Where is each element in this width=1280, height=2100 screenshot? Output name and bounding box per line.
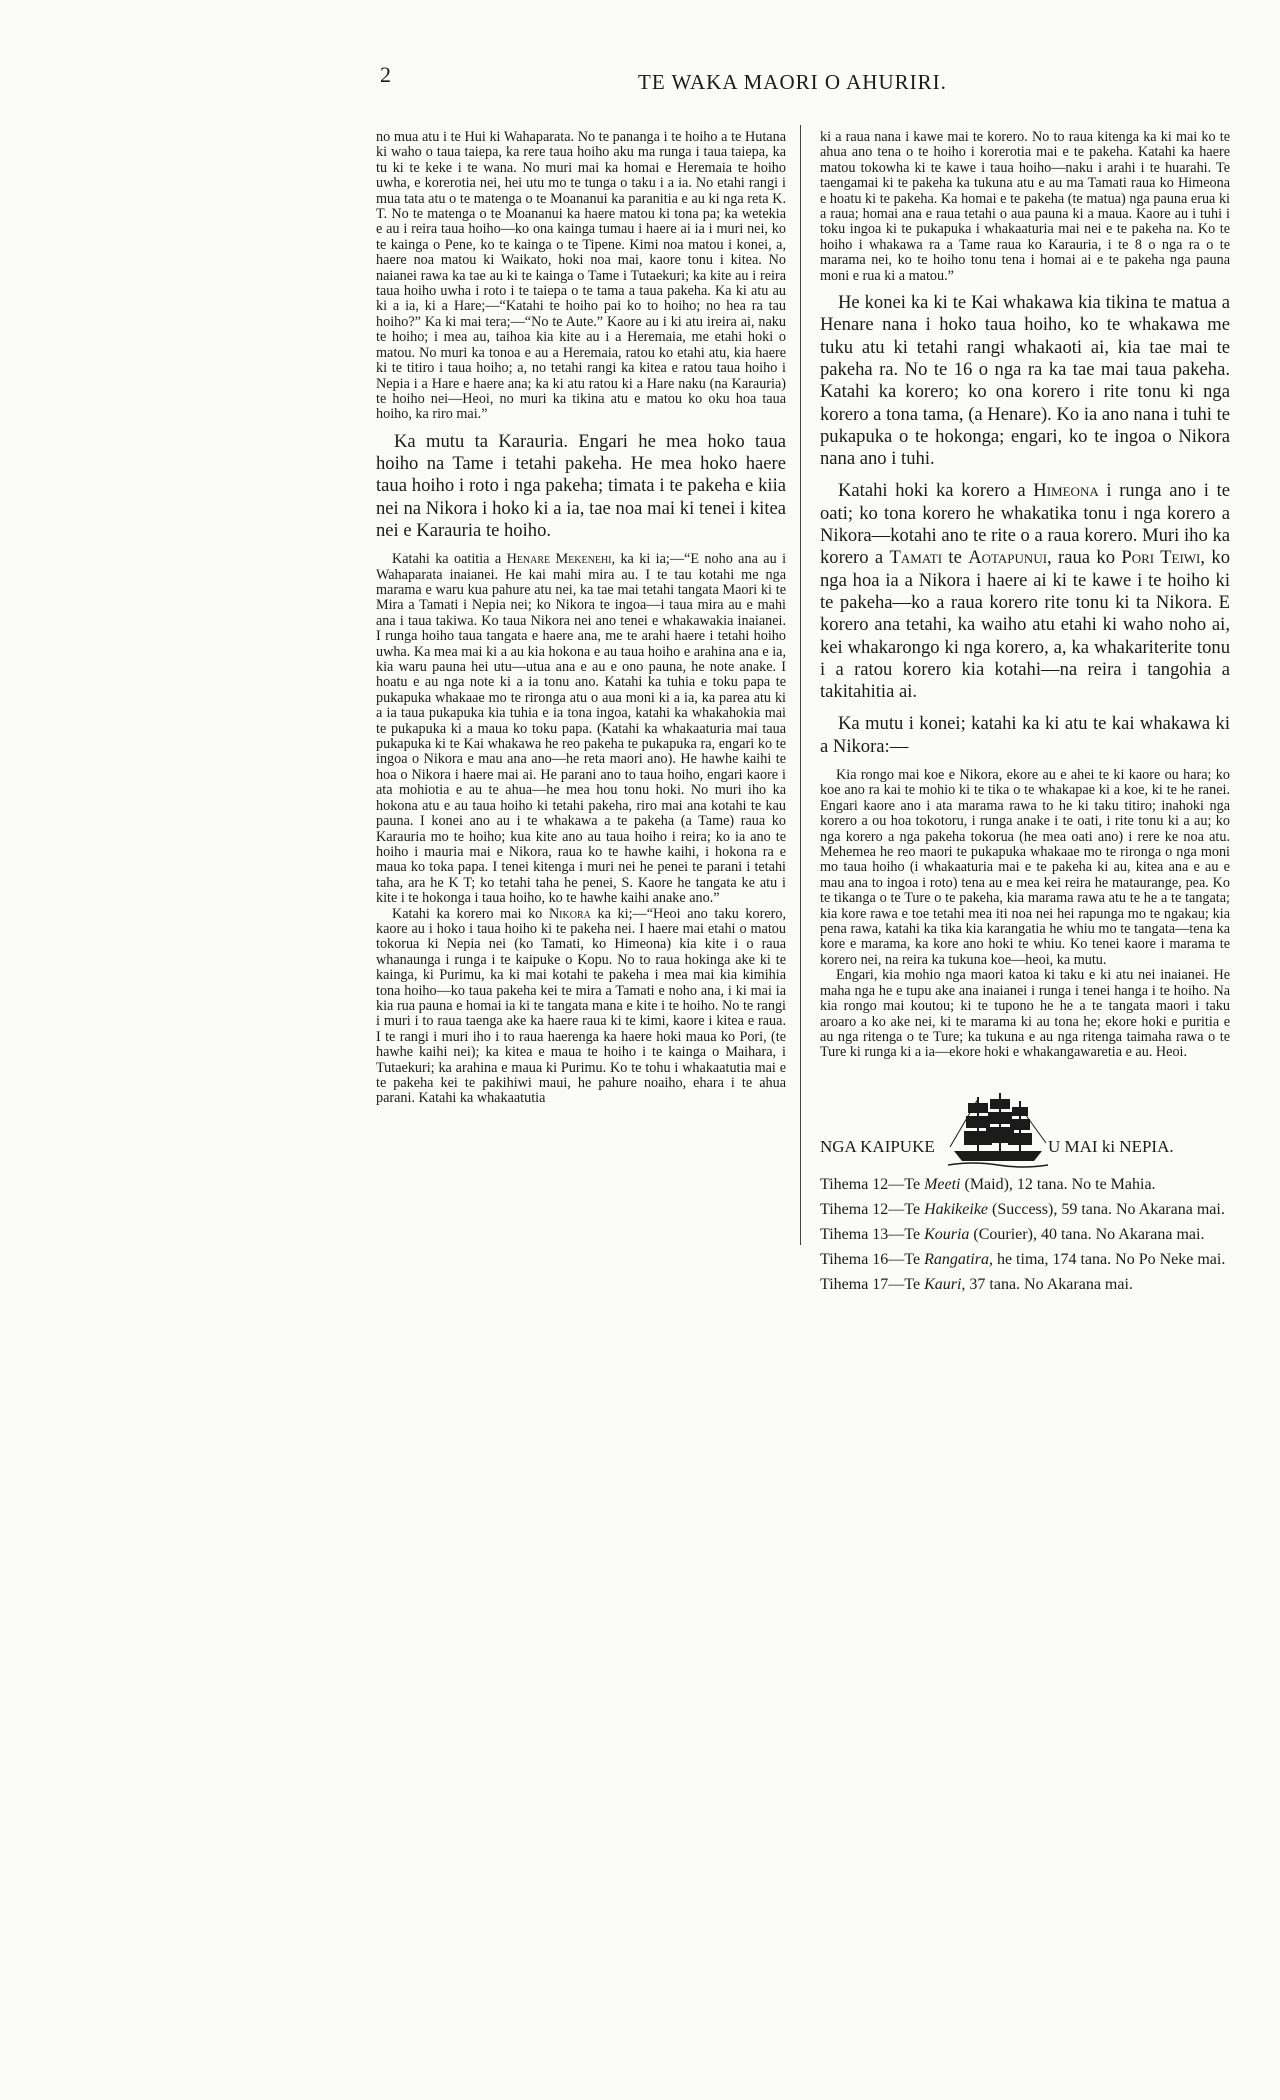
text-run: raua ko bbox=[1051, 547, 1122, 569]
entry-date: Tihema 12—Te bbox=[820, 1200, 925, 1218]
ship-name: Kouria bbox=[924, 1225, 970, 1243]
person-name: Pori Teiwi, bbox=[1121, 547, 1206, 569]
text-run: i runga ano i te oati; ko tona korero he whakatika tonu i nga korero a Nikora—kotahi ano te rite o a raua korero. Muri iho ka korero a bbox=[820, 480, 1230, 569]
paragraph bbox=[376, 552, 786, 906]
shipping-entry bbox=[820, 1250, 1230, 1269]
shipping-list bbox=[820, 1175, 1230, 1294]
text-run: Katahi ka oatitia a bbox=[392, 551, 507, 568]
paragraph: no mua atu i te Hui ki Wahaparata. No te pananga i te hoiho a te Hutana ki waho o taua taiepa, ka rere taua hoiho aku ma runga i taua taiepa, ka tu ki te keke i te wana. No muri mai ka homai e Heremaia te hoiho uwha, e korerotia nei, hei utu mo te tunga o taku i a ia. No etahi rangi i mua tata atu o te matenga o te Moananui ka paranitia e au ki nga reta K. T. No te matenga o te Moananui ka haere matou ki tona pa; ka wetekia e au i reira taua hoiho—ko ona kainga tumau i haere ai ia i muri nei, ko te kainga o Pene, ko te kainga o te Tipene. Kimi noa matou i konei, a, haere noa matou ki Waikato, hoki noa mai, kaore tonu i kitea. No naianei rawa ka tae au ki te kainga o Tame i Tutaekuri; ka kite au i reira taua hoiho uwha i roto i te taiepa o te tama a taua pakeha. Ka ki atu au ki a ia, ki a Hare;—“Katahi te hoiho pai ko to hoiho; no hea ra tau hoiho?” Ka ki mai tera;—“No te Aute.” Kaore au i ki atu ireira ai, naku te hoiho; i mea au, taihoa kia kite au i a Heremaia, me etahi hoki o matou. No muri ka tonoa e au a Heremaia, ratou ko etahi atu, kia haere ki te titiro i taua hoiho; a, no tetahi rangi ka kitea e ratou taua hoiho i Nepia i a Hare e haere ana; ka ki atu ratou ki a Hare naku (na Karauria) te hoiho nei—Heoi, no muri ka tikina atu e matou ko oku hoa taua hoiho, ka riro mai.” bbox=[376, 129, 786, 423]
paragraph: Ka mutu ta Karauria. Engari he mea hoko taua hoiho na Tame i tetahi pakeha. He mea hoko haere taua hoiho i roto i nga pakeha; timata i te pakeha e kiia nei na Nikora i hoko ki a ia, tae noa mai ki tenei i kitea nei e Karauria te hoiho. bbox=[376, 430, 786, 541]
sailing-ship-icon bbox=[948, 1091, 1048, 1169]
newspaper-title: TE WAKA MAORI O AHURIRI. bbox=[638, 70, 947, 94]
entry-date: Tihema 12—Te bbox=[820, 1175, 925, 1193]
text-run: Katahi ka korero mai ko bbox=[392, 905, 549, 922]
text-run: ka ki ia;—“E noho ana au i Wahaparata inaianei. He kai mahi mira au. I te tau kotahi me nga marama e waru kua pahure atu nei, ka tae mai tetahi tangata Maori ki te Mira a Tamati i Nepia nei; ko Nikora te ingoa—i taua mira au e mahi ana i taua takiwa. Ko taua Nikora nei ano tenei e whakawakia inaianei. I runga hoiho taua tangata e haere ana, me te arahi haere i tetahi hoiho uwha. Ka mea mai ki a au kia hokona e au taua hoiho e arahina ana e ia, kia waru pauna hei utu—utua ana e au e ono pauna, he note anake. I hoatu e au nga note ki a ia tonu ano. Katahi ka tuhia e toku papa te pukapuka whakaae mo te rironga atu o aua moni ki a ia, ka parea atu ki a ia taua pukapuka kia tuhia e ia tona ingoa, katahi ka whakahokia mai te pukapuka ki a maua ko toku papa. (Katahi ka whakaaturia mai taua pukapuka ki te Kai whakawa he reo pakeha te pukapuka ra, engari ko te ingoa o Nikora e mau ana ano—he reta maori ano). He hawhe kaihi te hoa o Nikora i haere mai ai. He parani ano to taua hoiho, engari kaore i ata mohiotia e au te ahua—he mea hou tonu hoki. No muri iho ka hokona atu e au taua hoiho ki tetahi pakeha, riro mai ana kotahi te kau pauna. I konei ano au i te whakawa a te pakeha (a Tame) raua ko Karauria mo te hoiho; kua kite ano au taua hoiho i reira; ko ia ano te hoiho i mauria mai e Nikora, raua ko te hawhe kaihi, i hokona ra e maua ko toka papa. I tenei kitenga i muri nei he penei te parani i tetahi taha, ara he K T; ko tetahi taha he penei, S. Kaore he tangata ke atu i kite i te hokonga i taua hoiho, ko te hawhe kaihi anake ano.” bbox=[376, 551, 787, 907]
ship-name: Kauri, bbox=[924, 1275, 966, 1293]
paragraph: Kia rongo mai koe e Nikora, ekore au e ahei te ki kaore ou hara; ko koe ano ra kai te mohio ki te tika o te whakapae ki a koe, ki te he ranei. Engari kaore ano i ata marama rawa to he ki taku titiro; inahoki nga korero a ou hoa tokotoru, i runga anake i te oati, i rite tonu ki a au; ko nga korero a nga pakeha tokorua (he mea oati ano) i rere ke noa atu. Mehemea he reo maori te pukapuka whakaae mo te rironga o nga moni mo taua hoiho (i whakaaturia mai e te pakeha ki au, kitea ana e au e mau ana to ingoa i roto) tena au e mea kei reira he mataurange, pea. Ko te tikanga o te Ture o te pakeha, kia marama rawa atu te he a te tangata; kia kore rawa e toe tetahi mea iti noa nei hei rapunga mo te ngakau; kia pena rawa, katahi ka tika kia karangatia he whiu mo te tangata—tena ka kore e marama, ka kore ano hoki te whiu. Ko tenei kaore i marama te korero nei, na reira ka tukuna koe—heoi, ka mutu. bbox=[820, 767, 1230, 968]
paragraph: Ka mutu i konei; katahi ka ki atu te kai whakawa ki a Nikora:— bbox=[820, 713, 1230, 757]
entry-details: (Success), 59 tana. No Akarana mai. bbox=[988, 1200, 1225, 1218]
person-name: Himeona bbox=[1033, 480, 1099, 502]
paragraph: Engari, kia mohio nga maori katoa ki taku e ki atu nei inaianei. He maha nga he e tupu ake ana inaianei i runga i tenei hanga i te hoiho. Na kia rongo mai koutou; ki te tupono he he a te tangata maori i taku aroaro a ko ake nei, ki te marama ki au tona he; ekore hoki e puritia e au nga ritenga o te Ture; ka tukuna e au nga ritenga taimaha rawa o te Ture ki runga ki a ia—ekore hoki e whakangawaretia e au. Heoi. bbox=[820, 967, 1230, 1061]
shipping-entry bbox=[820, 1200, 1230, 1219]
column-divider bbox=[800, 125, 801, 1245]
text-run: te bbox=[942, 547, 969, 569]
right-column bbox=[820, 130, 1230, 1294]
entry-details: 37 tana. No Akarana mai. bbox=[965, 1275, 1133, 1293]
person-name: Tamati bbox=[889, 547, 943, 569]
page-header bbox=[380, 62, 1000, 102]
entry-details: (Maid), 12 tana. No te Mahia. bbox=[960, 1175, 1156, 1193]
text-run: ko nga hoa ia a Nikora i haere ai ki te kawe i te hoiho ki te pakeha—ko a raua korero rite tonu ki ta Nikora. E korero ana tetahi, ka waiho atu etahi ki waho noho ai, kei whakarongo ki nga korero, a, ka whakariterite tonu i a ratou korero kia kotahi—na reira i tangohia a takitahitia ai. bbox=[820, 547, 1230, 703]
entry-date: Tihema 17—Te bbox=[820, 1275, 925, 1293]
paragraph bbox=[820, 480, 1230, 703]
text-run: ka ki;—“Heoi ano taku korero, kaore au i hoko i taua hoiho ki te pakeha nei. I haere mai etahi o matou tokorua ki Nepia nei (ko Tamati, ko Himeona) kia kite i o raua whanaunga i runga i te kaipuke o Kopu. No to raua hokinga ake ki te kainga, ki Purimu, ka ki mai kotahi te pakeha i mea mai kia kimihia tona hoiho—ko taua pakeha kei te mira a Tamati e noho ana, i ki mai ia kia rua pauna e homai ia ki te tangata mana e kite i te hoiho. No te rangi i muri i to raua taenga ake ka haere raua ki te kimi, kaore i kitea e raua. I te rangi i muri iho i to raua haerenga ka haere hoki maua ko Pori, (te hawhe kaihi nei); ka kitea e maua te hoiho i te kainga o Maihara, i Tutaekuri; ka arahina e maua ki Purimu. Ko te tohu i whakaatutia mai e te pakeha kei te pakihiwi maui, he pahure noaiho, ehara i te ahua parani. Katahi ka whakaatutia bbox=[376, 905, 787, 1107]
shipping-entry bbox=[820, 1175, 1230, 1194]
shipping-entry bbox=[820, 1225, 1230, 1244]
entry-date: Tihema 13—Te bbox=[820, 1225, 925, 1243]
shipping-heading bbox=[820, 1091, 1230, 1169]
shipping-title-left: NGA KAIPUKE bbox=[820, 1136, 935, 1156]
person-name: Henare Mekenehi, bbox=[506, 551, 616, 568]
entry-details: he tima, 174 tana. No Po Neke mai. bbox=[992, 1250, 1226, 1268]
ship-name: Hakikeike bbox=[924, 1200, 989, 1218]
ship-name: Rangatira, bbox=[924, 1250, 993, 1268]
paragraph: ki a raua nana i kawe mai te korero. No to raua kitenga ka ki mai ko te ahua ano tena o te hoiho i korerotia mai e te pakeha. Katahi ka haere matou tokowha ki te kawe i taua hoiho—naku i arahi i te huarahi. Te taengamai ki te pakeha ka tukuna atu e au ma Tamati raua ko Himeona e hoatu ki te pakeha. Ka homai e te pakeha (te matua) nga pauna erua ki a raua; homai ana e raua tetahi o aua pauna ki a maua. Kaore au i tuhi i toku ingoa ki te pukapuka i whakaaturia mai nei e te pakeha na. Ko te hoiho i whakawa ra a Tame raua ko Karauria, i te 8 o nga ra o te marama nei, ko te hoiho tonu tena i homai ai e te pakeha nga pauna moni e rua ki a matou.” bbox=[820, 129, 1230, 284]
paragraph: He konei ka ki te Kai whakawa kia tikina te matua a Henare nana i hoko taua hoiho, ko te whakawa me tuku atu ki tetahi rangi whakaoti ai, kia tae mai te pakeha ra. No te 16 o nga ra ka tae mai taua pakeha. Katahi ka korero; ko ona korero i rite tonu ki nga korero a tona tama, (a Henare). Ko ia ano nana i tuhi te pukapuka o te hokonga; engari, ko te ingoa o Nikora nana ano i tuhi. bbox=[820, 292, 1230, 470]
ship-name: Meeti bbox=[924, 1175, 961, 1193]
left-column bbox=[376, 130, 786, 1107]
entry-details: (Courier), 40 tana. No Akarana mai. bbox=[969, 1225, 1205, 1243]
person-name: Aotapunui, bbox=[968, 547, 1052, 569]
page-number: 2 bbox=[380, 62, 391, 87]
shipping-title-right: U MAI ki NEPIA. bbox=[1048, 1136, 1174, 1156]
shipping-entry bbox=[820, 1275, 1230, 1294]
person-name: Nikora bbox=[548, 905, 591, 922]
text-run: Katahi hoki ka korero a bbox=[838, 480, 1034, 502]
paragraph bbox=[376, 907, 786, 1107]
entry-date: Tihema 16—Te bbox=[820, 1250, 925, 1268]
